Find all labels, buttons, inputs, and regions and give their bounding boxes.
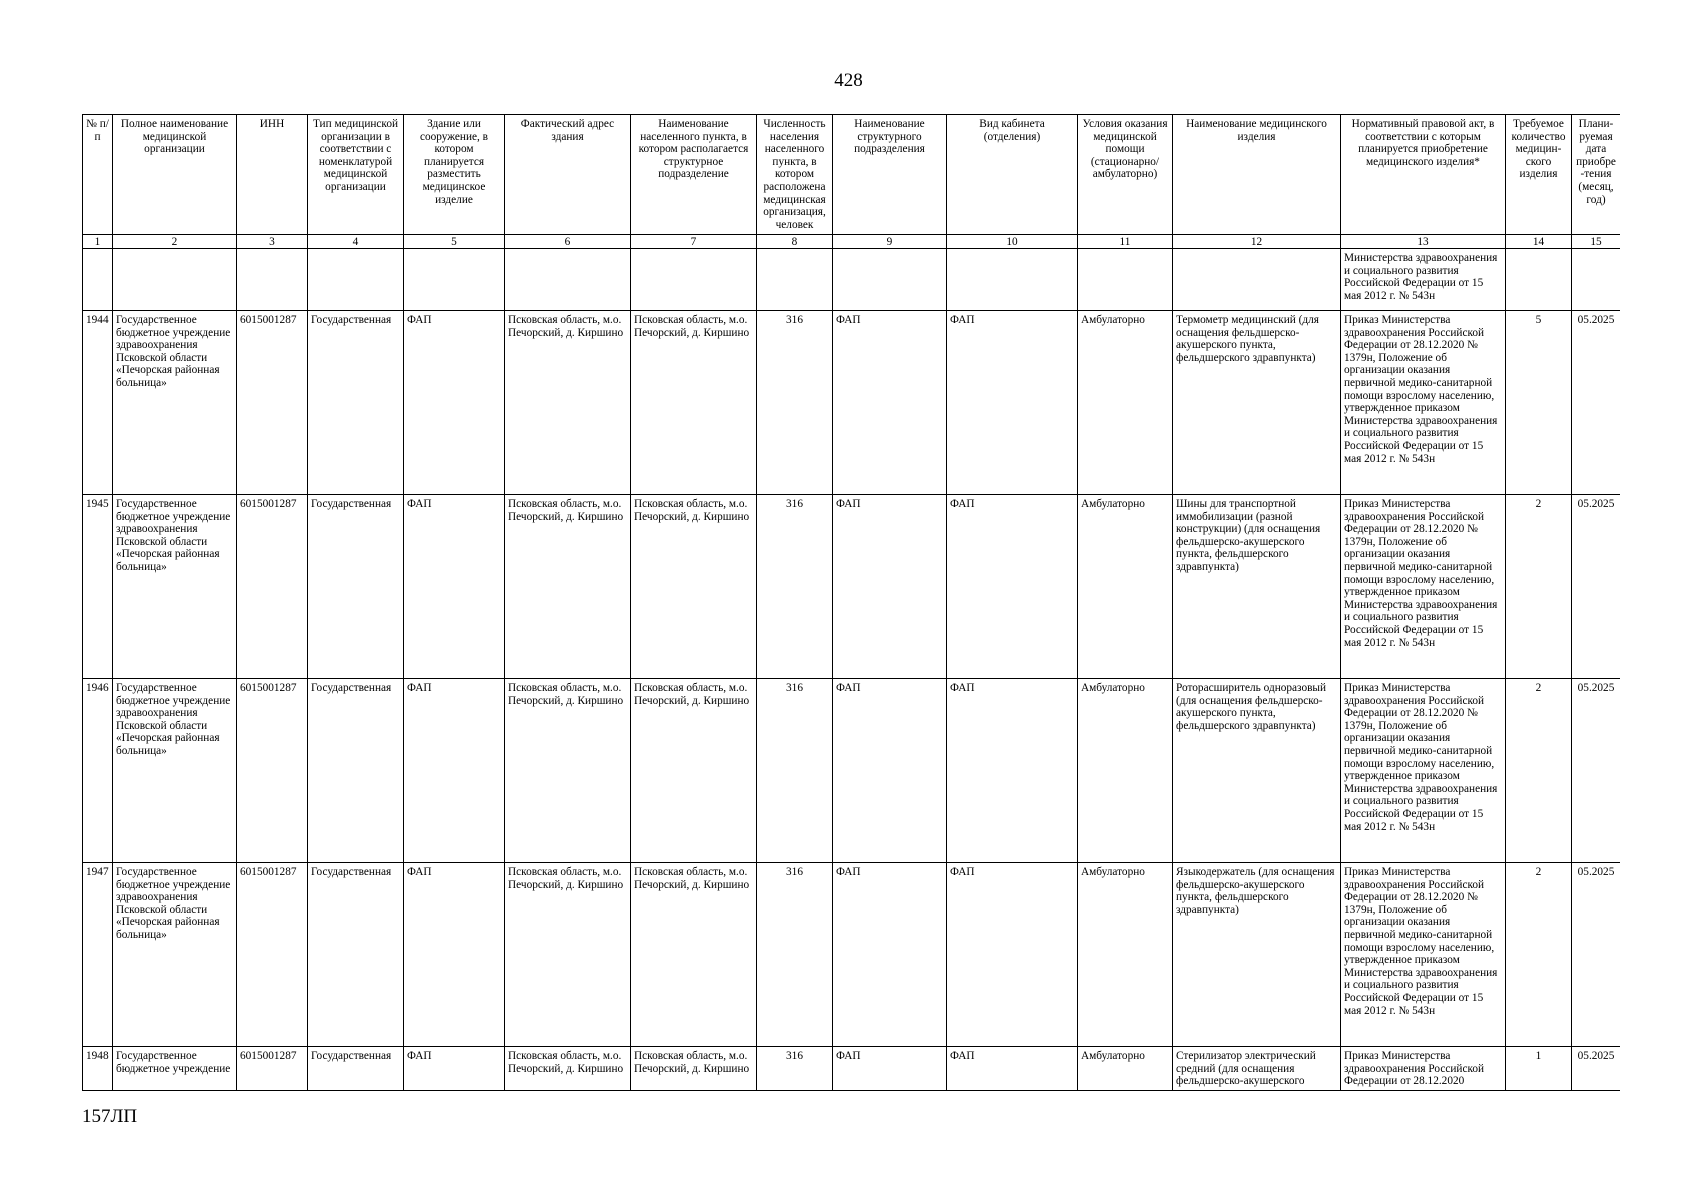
column-header: Наименование медицинского изделия [1173,115,1341,235]
column-number: 1 [83,235,113,249]
column-number: 5 [404,235,505,249]
building-cell: ФАП [404,863,505,1047]
column-header: Наименование структурного подразделения [833,115,947,235]
type-cell: Государственная [308,311,404,495]
cabinet-cell: ФАП [947,863,1078,1047]
row-number-cell: 1946 [83,679,113,863]
unit-cell: ФАП [833,311,947,495]
cabinet-cell: ФАП [947,495,1078,679]
column-number: 13 [1341,235,1506,249]
quantity-cell: 2 [1506,863,1572,1047]
column-header: Плани-руемая дата приобре-тения (месяц, год) [1572,115,1621,235]
act-cell: Приказ Министерства здравоохранения Российской Федерации от 28.12.2020 № 1379н, Положение об организации оказания первичной медико-санитарной помощи взрослому населению, утвержденное приказом Министерства здравоохранения и социального развития Российской Федерации от 15 мая 2012 г. № 543н [1341,311,1506,495]
act-cell: Приказ Министерства здравоохранения Российской Федерации от 28.12.2020 № 1379н, Положение об организации оказания первичной медико-санитарной помощи взрослому населению, утвержденное приказом Министерства здравоохранения и социального развития Российской Федерации от 15 мая 2012 г. № 543н [1341,863,1506,1047]
column-number: 14 [1506,235,1572,249]
conditions-cell: Амбулаторно [1078,863,1173,1047]
type-cell: Государственная [308,679,404,863]
column-header: Условия оказания медицинской помощи (стационарно/ амбулаторно) [1078,115,1173,235]
population-cell: 316 [757,1047,833,1091]
quantity-cell: 2 [1506,495,1572,679]
page-number: 428 [834,70,863,91]
date-cell: 05.2025 [1572,863,1621,1047]
population-cell: 316 [757,863,833,1047]
conditions-cell: Амбулаторно [1078,495,1173,679]
column-header: Фактический адрес здания [505,115,631,235]
address-cell: Псковская область, м.о. Печорский, д. Киршино [505,863,631,1047]
device-cell: Термометр медицинский (для оснащения фельдшерско-акушерского пункта, фельдшерского здравпункта) [1173,311,1341,495]
table-header-row [83,115,1621,235]
column-header: Требуемое количество медицин-ского изделия [1506,115,1572,235]
equipment-table [82,114,1620,1091]
building-cell: ФАП [404,311,505,495]
conditions-cell: Амбулаторно [1078,679,1173,863]
unit-cell: ФАП [833,495,947,679]
date-cell: 05.2025 [1572,495,1621,679]
row-number-cell: 1945 [83,495,113,679]
quantity-cell: 5 [1506,311,1572,495]
locality-cell: Псковская область, м.о. Печорский, д. Киршино [631,863,757,1047]
table-row [83,679,1621,863]
unit-cell: ФАП [833,679,947,863]
column-header: Полное наименование медицинской организации [113,115,237,235]
population-cell: 316 [757,311,833,495]
address-cell: Псковская область, м.о. Печорский, д. Киршино [505,495,631,679]
column-header: Вид кабинета (отделения) [947,115,1078,235]
column-header: Здание или сооружение, в котором планируется разместить медицинское изделие [404,115,505,235]
act-continuation-cell: Министерства здравоохранения и социального развития Российской Федерации от 15 мая 2012 г. № 543н [1341,249,1506,311]
table-row [83,863,1621,1047]
unit-cell: ФАП [833,863,947,1047]
column-number: 7 [631,235,757,249]
locality-cell: Псковская область, м.о. Печорский, д. Киршино [631,311,757,495]
address-cell: Псковская область, м.о. Печорский, д. Киршино [505,679,631,863]
population-cell: 316 [757,495,833,679]
org-cell: Государственное бюджетное учреждение здравоохранения Псковской области «Печорская районная больница» [113,311,237,495]
column-number: 4 [308,235,404,249]
device-cell: Роторасширитель одноразовый (для оснащения фельдшерско-акушерского пункта, фельдшерского здравпункта) [1173,679,1341,863]
row-number-cell: 1944 [83,311,113,495]
unit-cell: ФАП [833,1047,947,1091]
act-cell: Приказ Министерства здравоохранения Российской Федерации от 28.12.2020 № 1379н, Положение об организации оказания первичной медико-санитарной помощи взрослому населению, утвержденное приказом Министерства здравоохранения и социального развития Российской Федерации от 15 мая 2012 г. № 543н [1341,495,1506,679]
inn-cell: 6015001287 [237,863,308,1047]
act-cell: Приказ Министерства здравоохранения Российской Федерации от 28.12.2020 № 1379н, Положение об организации оказания первичной медико-санитарной помощи взрослому населению, утвержденное приказом Министерства здравоохранения и социального развития Российской Федерации от 15 мая 2012 г. № 543н [1341,679,1506,863]
device-cell: Стерилизатор электрический средний (для оснащения фельдшерско-акушерского [1173,1047,1341,1091]
column-number: 10 [947,235,1078,249]
locality-cell: Псковская область, м.о. Печорский, д. Киршино [631,679,757,863]
column-number: 11 [1078,235,1173,249]
column-number: 8 [757,235,833,249]
type-cell: Государственная [308,495,404,679]
conditions-cell: Амбулаторно [1078,1047,1173,1091]
conditions-cell: Амбулаторно [1078,311,1173,495]
org-cell: Государственное бюджетное учреждение здравоохранения Псковской области «Печорская районная больница» [113,679,237,863]
date-cell: 05.2025 [1572,679,1621,863]
building-cell: ФАП [404,495,505,679]
cabinet-cell: ФАП [947,311,1078,495]
quantity-cell: 1 [1506,1047,1572,1091]
column-number-row [83,235,1621,249]
inn-cell: 6015001287 [237,495,308,679]
column-header: ИНН [237,115,308,235]
table-row [83,495,1621,679]
column-number: 2 [113,235,237,249]
device-cell: Шины для транспортной иммобилизации (разной конструкции) (для оснащения фельдшерско-акушерского пункта, фельдшерского здравпункта) [1173,495,1341,679]
cabinet-cell: ФАП [947,1047,1078,1091]
locality-cell: Псковская область, м.о. Печорский, д. Киршино [631,1047,757,1091]
address-cell: Псковская область, м.о. Печорский, д. Киршино [505,311,631,495]
continuation-row [83,249,1621,311]
building-cell: ФАП [404,679,505,863]
column-number: 6 [505,235,631,249]
org-cell: Государственное бюджетное учреждение здравоохранения Псковской области «Печорская районная больница» [113,863,237,1047]
column-header: Тип медицинской организации в соответствии с номенклатурой медицинской организации [308,115,404,235]
column-number: 9 [833,235,947,249]
date-cell: 05.2025 [1572,1047,1621,1091]
locality-cell: Псковская область, м.о. Печорский, д. Киршино [631,495,757,679]
column-header: № п/п [83,115,113,235]
address-cell: Псковская область, м.о. Печорский, д. Киршино [505,1047,631,1091]
building-cell: ФАП [404,1047,505,1091]
column-number: 15 [1572,235,1621,249]
table-row [83,1047,1621,1091]
type-cell: Государственная [308,1047,404,1091]
type-cell: Государственная [308,863,404,1047]
act-cell: Приказ Министерства здравоохранения Российской Федерации от 28.12.2020 [1341,1047,1506,1091]
row-number-cell: 1948 [83,1047,113,1091]
inn-cell: 6015001287 [237,311,308,495]
document-code: 157ЛП [82,1106,138,1127]
column-number: 3 [237,235,308,249]
inn-cell: 6015001287 [237,679,308,863]
inn-cell: 6015001287 [237,1047,308,1091]
equipment-table-container [82,114,1620,1092]
date-cell: 05.2025 [1572,311,1621,495]
device-cell: Языкодержатель (для оснащения фельдшерско-акушерского пункта, фельдшерского здравпункта) [1173,863,1341,1047]
population-cell: 316 [757,679,833,863]
org-cell: Государственное бюджетное учреждение здравоохранения Псковской области «Печорская районная больница» [113,495,237,679]
column-header: Численность населения населенного пункта, в котором расположена медицинская организация, человек [757,115,833,235]
table-row [83,311,1621,495]
org-cell: Государственное бюджетное учреждение [113,1047,237,1091]
column-header: Наименование населенного пункта, в котором располагается структурное подразделение [631,115,757,235]
column-number: 12 [1173,235,1341,249]
quantity-cell: 2 [1506,679,1572,863]
cabinet-cell: ФАП [947,679,1078,863]
row-number-cell: 1947 [83,863,113,1047]
column-header: Нормативный правовой акт, в соответствии с которым планируется приобретение медицинского изделия* [1341,115,1506,235]
